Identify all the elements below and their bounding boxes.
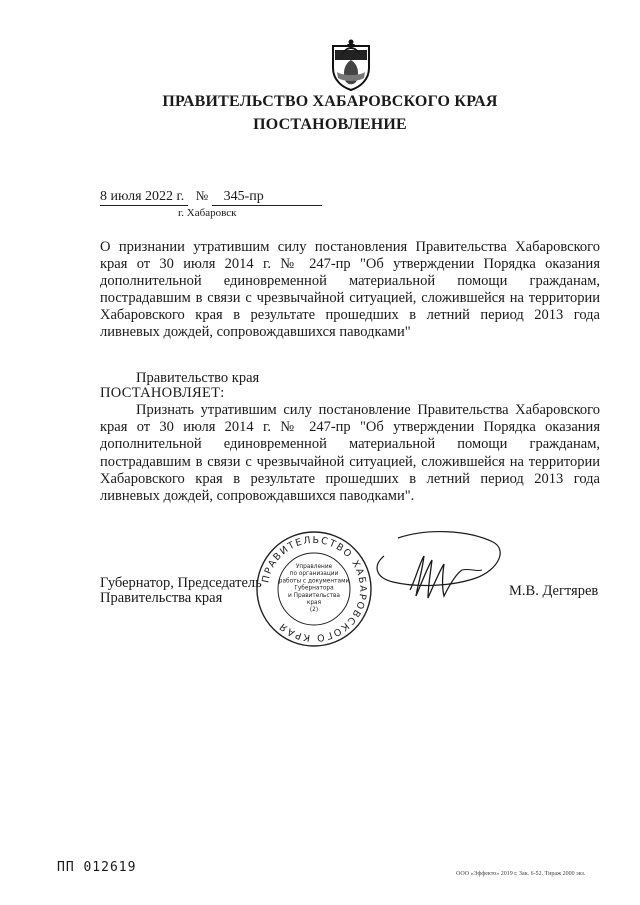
seal-inner-line: работы с документами — [278, 578, 350, 585]
decree-text: Признать утратившим силу постановление Правительства Хабаровского края от 30 июля 2014 г. № 247-пр "Об утверждении Порядка оказания дополнительной единовременной материальной помощи гражданам, пострадавшим в связи с чрезвычайной ситуацией, сложившейся на территории Хабаровского края в результате прошедших в летний период 2013 года ливневых дождей, сопровождавшихся паводками". — [100, 402, 600, 505]
document-type-title: ПОСТАНОВЛЕНИЕ — [253, 116, 407, 133]
official-seal-icon — [255, 530, 373, 648]
seal-inner-line: Управление — [295, 564, 333, 570]
document-city: г. Хабаровск — [178, 207, 237, 219]
signatory-name: М.В. Дегтярев — [509, 583, 599, 599]
signatory-position — [100, 576, 262, 606]
date-number-line — [100, 188, 322, 206]
signatory-position-line1: Губернатор, Председатель — [100, 575, 262, 591]
government-title: ПРАВИТЕЛЬСТВО ХАБАРОВСКОГО КРАЯ — [162, 93, 498, 110]
printer-note: ООО «Эффекто» 2019 г. Зак. 6-52. Тираж 2000 экз. — [456, 871, 586, 877]
document-date: 8 июля 2022 г. — [100, 189, 188, 206]
seal-inner-line: Губернатора — [294, 585, 334, 592]
number-sign: № — [195, 188, 209, 203]
document-subject: О признании утратившим силу постановления Правительства Хабаровского края от 30 июля 2014 г. № 247-пр "Об утверждении Порядка оказания дополнительной единовременной материальной помощи гражданам, пострадавшим в связи с чрезвычайной ситуацией, сложившейся на территории Хабаровского края в результате прошедших в летний период 2013 года ливневых дождей, сопровождавшихся паводками" — [100, 239, 600, 340]
seal-inner-line: по организации — [289, 571, 339, 578]
form-serial-number: ПП 012619 — [57, 860, 137, 875]
signatory-position-line2: Правительства края — [100, 590, 223, 606]
decree-word: ПОСТАНОВЛЯЕТ: — [100, 385, 225, 401]
seal-outer-text: ПРАВИТЕЛЬСТВО ХАБАРОВСКОГО КРАЯ — [260, 534, 369, 644]
handwritten-signature-icon — [358, 520, 508, 620]
seal-inner-line: (2) — [309, 607, 319, 614]
seal-inner-line: и Правительства — [288, 592, 340, 599]
preamble: Правительство края — [136, 370, 260, 386]
seal-inner-line: края — [306, 600, 322, 606]
document-number: 345-пр — [212, 189, 322, 206]
coat-of-arms-icon — [327, 36, 375, 92]
